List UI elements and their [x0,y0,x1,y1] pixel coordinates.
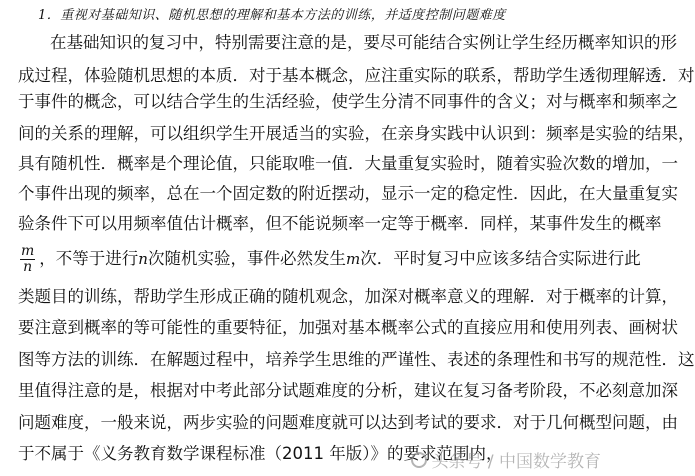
paragraph-line: 里值得注意的是，根据对中考此部分试题难度的分析，建议在复习备考阶段，不必刻意加深 [18,381,678,400]
paragraph-line: 于事件的概念，可以结合学生的生活经验，使学生分清不同事件的含义；对与概率和频率之 [18,92,678,111]
watermark-text: 头条号 / 中国数学教育 [431,452,601,472]
math-variable-m: m [345,250,361,268]
watermark-logo-icon [411,452,427,468]
paragraph-line: 成过程，体验随机思想的本质．对于基本概念，应注重实际的联系，帮助学生透彻理解透．对 [18,66,695,85]
probability-fraction [20,244,35,275]
paragraph-line-fraction [18,243,641,275]
paragraph-line: 于不属于《义务教育数学课程标准（2011 年版）》的要求范围内， [18,444,503,463]
watermark [411,447,601,472]
paragraph-line: 间的关系的理解，可以组织学生开展适当的实验，在亲身实践中认识到：频率是实验的结果， [18,124,695,143]
paragraph-line: 个事件出现的频率，总在一个固定数的附近摆动，显示一定的稳定性．因此，在大量重复实 [18,184,678,203]
text-segment: 次随机实验，事件必然发生 [147,249,346,268]
math-variable-n: n [138,250,148,268]
paragraph-line: 验条件下可以用频率值估计概率，但不能说频率一定等于概率．同样，某事件发生的概率 [18,214,662,233]
paragraph-line: 类题目的训练，帮助学生形成正确的随机观念，加深对概率意义的理解．对于概率的计算， [18,287,678,306]
text-segment: ，不等于进行 [39,249,139,268]
paragraph-line: 图等方法的训练．在解题过程中，培养学生思维的严谨性、表述的条理性和书写的规范性．这 [18,350,695,369]
paragraph-line: 在基础知识的复习中，特别需要注意的是，要尽可能结合实例让学生经历概率知识的形 [50,33,677,52]
text-segment: 次．平时复习中应该多结合实际进行此 [360,249,641,268]
paragraph-line: 具有随机性．概率是个理论值，只能取唯一值．大量重复实验时，随着实验次数的增加，一 [18,154,678,173]
paragraph-line: 问题难度，一般来说，两步实验的问题难度就可以达到考试的要求．对于几何概型问题，由 [18,413,678,432]
section-heading: 1．重视对基础知识、随机思想的理解和基本方法的训练，并适度控制问题难度 [38,8,506,23]
fraction-denominator: n [23,259,33,275]
paragraph-line: 要注意到概率的等可能性的重要特征，加强对基本概率公式的直接应用和使用列表、画树状 [18,318,678,337]
fraction-numerator: m [21,243,35,259]
